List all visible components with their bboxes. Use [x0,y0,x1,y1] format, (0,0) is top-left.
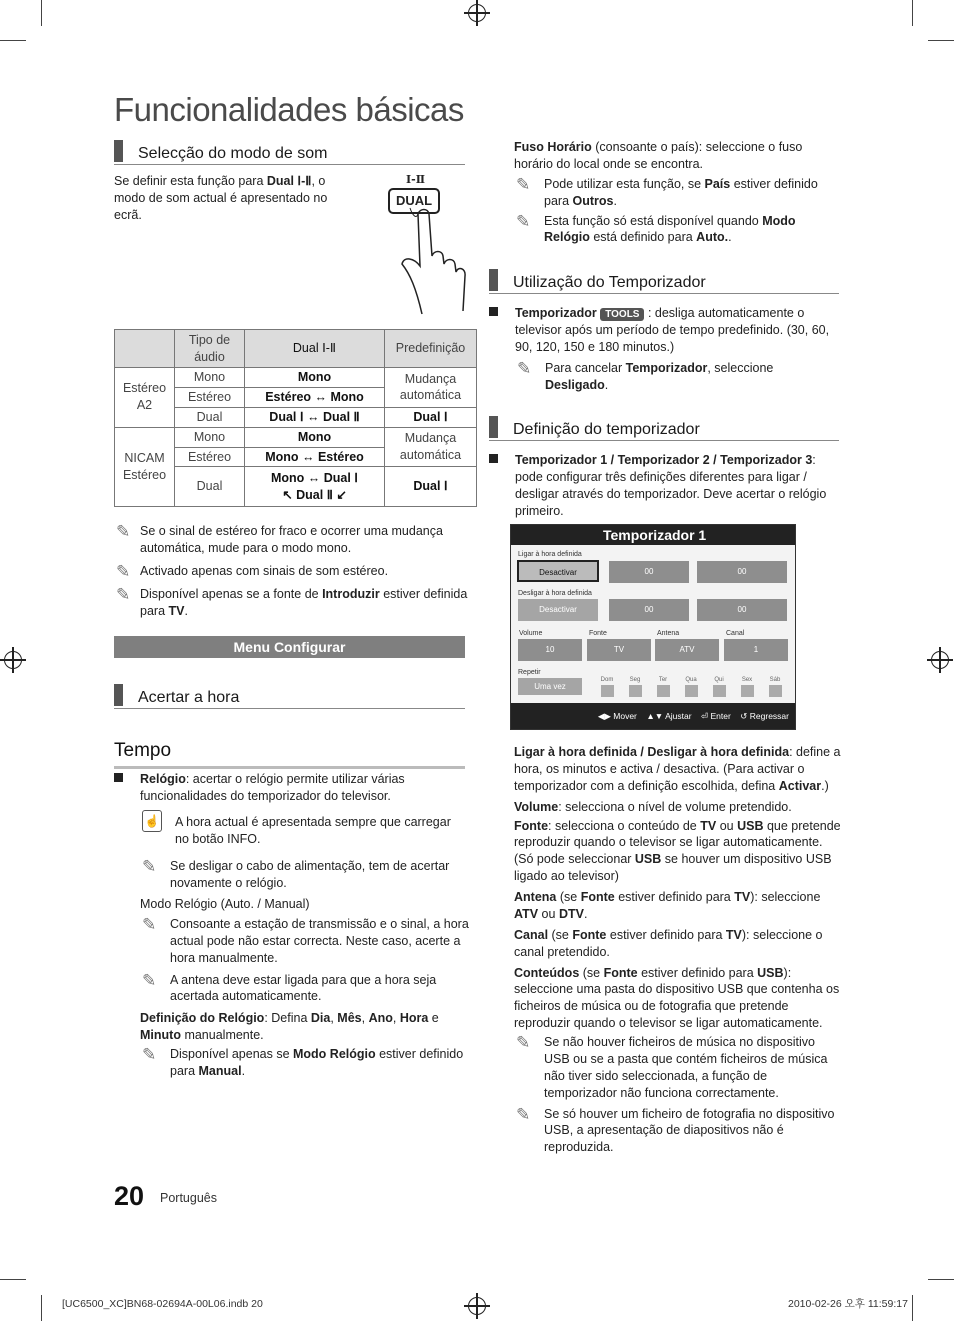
footer-timestamp: 2010-02-26 오후 11:59:17 [788,1298,908,1310]
osd-day-checkbox[interactable] [741,685,754,697]
table-cell: Estéreo ↔ Mono [245,387,385,407]
note: ✎ Se não houver ficheiros de música no dispositivo USB ou se a pasta que contém ficheiros de música não tiver sido seleccionada, a função de temporizador não funciona correctamente. [516,1033,828,1100]
crop-mark [912,0,913,26]
osd-day-label: Dom [600,677,614,683]
pencil-icon: ✎ [516,1104,531,1124]
bullet-item: Relógio: acertar o relógio permite utilizar várias funcionalidades do temporizador do televisor. [114,771,469,805]
pencil-icon: ✎ [517,358,532,378]
definicao-relogio: Definição do Relógio: Defina Dia, Mês, Ano, Hora e Minuto manualmente. [140,1011,439,1043]
table-cell: Mono ↔ Dual Ⅰ ↖ Dual Ⅱ ↙ [245,467,385,507]
crop-mark [41,1295,42,1321]
osd-footer: ◀▶ Mover ▲▼ Ajustar ⏎ Enter ↺ Regressar [511,703,795,729]
bullet-square-icon [489,454,498,463]
osd-source[interactable]: TV [587,639,651,661]
osd-label: Repetir [518,669,541,676]
info-note: A hora actual é apresentada sempre que carregar no botão INFO. [175,815,451,846]
timer-osd-screen [510,524,796,730]
table-cell: Mono [245,368,385,388]
cable-note: ✎ Se desligar o cabo de alimentação, tem de acertar novamente o relógio. [142,857,450,890]
table-header-empty [115,330,175,368]
osd-label: Antena [657,630,680,637]
bullet-item: Temporizador 1 / Temporizador 2 / Temporizador 3: pode configurar três definições diferentes para ligar / desligar através do temporizador. Deve acertar o relógio primeiro. [489,452,839,520]
pencil-icon: ✎ [142,914,157,934]
table-header: Tipo de áudio [175,330,245,368]
hand-icon [380,206,475,316]
crop-mark [0,1279,26,1280]
move-arrows-icon: ◀▶ [597,711,611,721]
pencil-icon: ✎ [116,584,131,604]
dual-symbol-label: Ⅰ-Ⅱ [406,173,425,186]
registration-mark-icon [468,4,486,22]
section-heading-sound: Selecção do modo de som [114,140,465,165]
osd-day-checkbox[interactable] [657,685,670,697]
table-cell: Estéreo [175,447,245,467]
note: ✎ Disponível apenas se Modo Relógio estiver definido para Manual. [142,1045,464,1078]
tempo-heading: Tempo [114,738,465,769]
osd-label: Desligar à hora definida [518,590,592,597]
table-cell: Mudança automática [385,427,477,467]
page-title: Funcionalidades básicas [114,91,464,128]
desc-paragraph: Conteúdos (se Fonte estiver definido para USB): seleccione uma pasta do dispositivo USB que contenha os ficheiros de música ou de fotografia que pretende reproduzir quando o televisor se ligar automaticamente. [514,965,840,1031]
note: ✎ Disponível apenas se a fonte de Introduzir estiver definida para TV. [116,584,468,618]
sound-mode-table [114,329,477,507]
modo-relogio-block [140,896,470,1080]
crop-mark [0,40,26,41]
timer-descriptions [514,744,842,1156]
note: ✎ Se só houver um ficheiro de fotografia no dispositivo USB, a apresentação de diapositivos não é reproduzida. [516,1104,835,1155]
table-cell: Dual [175,467,245,507]
bullet-square-icon [114,773,123,782]
osd-antenna[interactable]: ATV [655,639,719,661]
section-heading-timer: Definição do temporizador [489,416,839,441]
pencil-icon: ✎ [142,857,157,876]
dual-button-icon: DUAL [388,188,440,214]
osd-label: Fonte [589,630,607,637]
osd-off-value[interactable]: Desactivar [518,599,598,621]
osd-label: Canal [726,630,745,637]
pencil-icon: ✎ [516,1033,531,1052]
table-cell: Estéreo [175,387,245,407]
table-cell: Mono ↔ Estéreo [245,447,385,467]
crop-mark [41,0,42,26]
table-cell: Mono [175,368,245,388]
osd-label: Ligar à hora definida [518,551,582,558]
pencil-icon: ✎ [516,174,531,194]
section-heading-sleep: Utilização do Temporizador [489,269,839,294]
osd-on-hour[interactable]: 00 [609,561,689,583]
table-header: Predefinição [385,330,477,368]
desc-paragraph: Canal (se Fonte estiver definido para TV): seleccione o canal pretendido. [514,927,823,959]
bullet-square-icon [489,307,498,316]
return-icon: ↺ [740,711,748,721]
table-cell: Mono [245,427,385,447]
table-group-label: NICAM Estéreo [115,427,175,507]
table-cell: Dual [175,407,245,427]
bullet-item: Temporizador TOOLS : desliga automaticamente o televisor após um período de tempo predefinido. (30, 60, 90, 120, 150 e 180 minutos.) [489,305,839,356]
adjust-arrows-icon: ▲▼ [646,711,664,721]
language-label: Português [160,1191,217,1205]
osd-channel[interactable]: 1 [724,639,788,661]
sound-notes [114,519,469,619]
note: ✎ Se o sinal de estéreo for fraco e ocorrer uma mudança automática, mude para o modo mono. [116,522,443,555]
timer-intro [489,452,839,520]
table-cell: Mudança automática [385,368,477,408]
sound-intro: Se definir esta função para Dual Ⅰ-Ⅱ, o modo de som actual é apresentado no ecrã. [114,174,328,222]
relogio-block [114,771,469,805]
note: ✎ A antena deve estar ligada para que a hora seja acertada automaticamente. [142,970,437,1004]
osd-day-label: Qui [714,677,724,683]
osd-off-hour[interactable]: 00 [609,599,689,621]
osd-title: Temporizador 1 [511,525,795,545]
osd-day-label: Sáb [769,677,781,683]
osd-day-label: Qua [685,677,697,683]
desc-paragraph: Antena (se Fonte estiver definido para TV): seleccione ATV ou DTV. [514,890,821,921]
remote-button-icon: ☝ [142,810,162,832]
registration-mark-icon [931,651,949,669]
osd-day-checkbox[interactable] [769,685,782,697]
tools-button-icon: TOOLS [600,308,644,321]
registration-mark-icon [4,651,22,669]
table-cell: Dual Ⅰ [385,407,477,427]
crop-mark [928,1279,954,1280]
page-number: 20 [114,1181,145,1211]
section-heading-clock: Acertar a hora [114,684,465,709]
osd-label: Volume [519,630,543,637]
enter-icon: ⏎ [701,711,709,721]
desc-paragraph: Fonte: selecciona o conteúdo de TV ou USB que pretende reproduzir quando o televisor se ligar automaticamente. (Só pode seleccionar USB se houver um dispositivo USB ligado ao televisor) [514,818,841,884]
note: ✎ Pode utilizar esta função, se País estiver definido para Outros. [516,174,818,208]
modo-relogio-label: Modo Relógio (Auto. / Manual) [140,897,310,911]
osd-on-value[interactable]: Desactivar [517,560,599,582]
osd-on-minute[interactable]: 00 [697,561,787,583]
pencil-icon: ✎ [116,522,131,541]
pencil-icon: ✎ [142,970,157,990]
osd-repeat[interactable]: Uma vez [518,678,582,695]
osd-volume[interactable]: 10 [518,639,582,661]
table-cell: Dual Ⅰ [385,467,477,507]
table-group-label: Estéreo A2 [115,368,175,428]
table-cell: Dual Ⅰ ↔ Dual Ⅱ [245,407,385,427]
osd-day-checkbox[interactable] [601,685,614,697]
fuso-horario: Fuso Horário (consoante o país): seleccione o fuso horário do local onde se encontra. [514,140,803,171]
osd-day-checkbox[interactable] [629,685,642,697]
note: ✎ Consoante a estação de transmissão e o sinal, a hora actual pode não estar correcta. Neste caso, acerte a hora manualmente. [142,914,469,965]
crop-mark [912,1295,913,1321]
osd-day-label: Ter [658,677,668,683]
note: ✎ Activado apenas com sinais de som estéreo. [116,561,389,581]
osd-off-minute[interactable]: 00 [697,599,787,621]
sleep-block [489,305,839,393]
crop-mark [928,40,954,41]
osd-day-checkbox[interactable] [685,685,698,697]
footer-file-info: [UC6500_XC]BN68-02694A-00L06.indb 20 [62,1298,263,1310]
menu-configurar-bar: Menu Configurar [114,636,465,658]
osd-day-label: Seg [629,677,641,683]
registration-mark-icon [468,1297,486,1315]
pencil-icon: ✎ [142,1045,157,1064]
pencil-icon: ✎ [116,561,131,581]
desc-paragraph: Ligar à hora definida / Desligar à hora definida: define a hora, os minutos e activa / desactiva. (Para activar o temporizador com a definição escolhida, defina Activar.) [514,745,841,793]
note: ✎ Esta função só está disponível quando Modo Relógio está definido para Auto.. [516,211,796,245]
osd-day-label: Sex [741,677,753,683]
osd-day-checkbox[interactable] [713,685,726,697]
fuso-block [514,139,840,246]
pencil-icon: ✎ [516,211,531,231]
note: ✎ Para cancelar Temporizador, seleccione Desligado. [517,358,774,392]
table-cell: Mono [175,427,245,447]
remote-hand-illustration [380,170,475,315]
desc-paragraph: Volume: selecciona o nível de volume pretendido. [514,799,792,814]
table-header: Dual Ⅰ-Ⅱ [245,330,385,368]
